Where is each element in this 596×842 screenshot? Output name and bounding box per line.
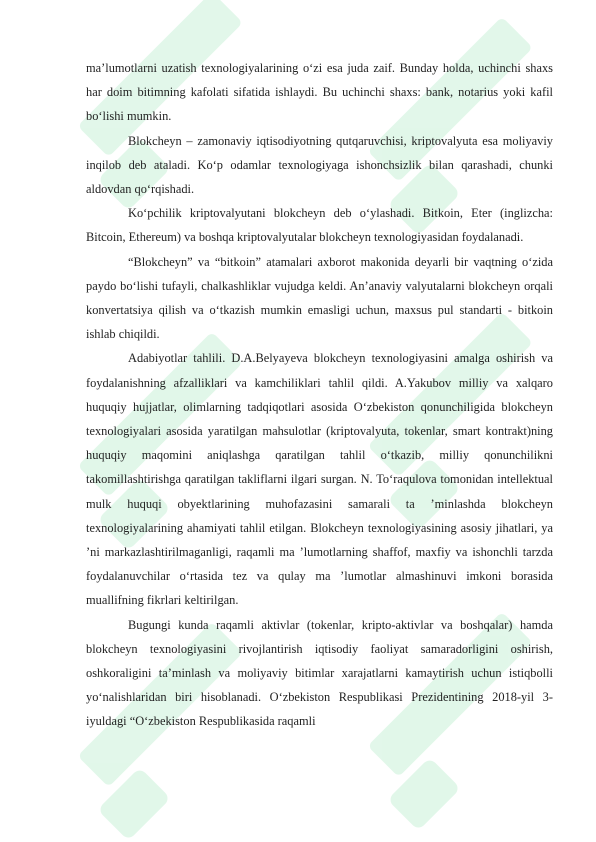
paragraph-4: “Blokcheyn” va “bitkoin” atamalari axborot makonida deyarli bir vaqtning o‘zida paydo bo‘lishi tufayli, chalkashliklar vujudga keldi. An’anaviy valyutalarni blokcheyn orqali konvertatsiya qilish va o‘tkazish mumkin emasligi uchun, maxsus pul standarti - bitkoin ishlab chiqildi. <box>86 254 553 342</box>
paragraph-2: Blokcheyn – zamonaviy iqtisodiyotning qutqaruvchisi, kriptovalyuta esa moliyaviy inqilob deb ataladi. Ko‘p odamlar texnologiyaga ishonchsizlik bilan qarashadi, chunki aldovdan qo‘rqishadi. <box>86 133 553 197</box>
body-text <box>86 56 553 734</box>
paragraph-5: Adabiyotlar tahlili. D.A.Belyayeva blokcheyn texnologiyasini amalga oshirish va foydalanishning afzalliklari va kamchiliklari tahlil qildi. A.Yakubov milliy va xalqaro huquqiy hujjatlar, olimlarning tadqiqotlari asosida O‘zbekiston qonunchiligida blokcheyn texnologiyalari asosida yaratilgan mahsulotlar (kriptovalyuta, tokenlar, smart kontrakt)ning huquqiy maqomini aniqlashga qaratilgan tahlil o‘tkazib, milliy qonunchilikni takomillashtirishga qaratilgan takliflarni ilgari surgan. N. To‘raqulova tomonidan intellektual mulk huquqi obyektlarining muhofazasini samarali ta ’minlashda blokcheyn texnologiyalarining ahamiyati tahlil etilgan. Blokcheyn texnologiyasining asosiy jihatlari, ya ’ni markazlashtirilmaganligi, raqamli ma ’lumotlarning shaffof, maxfiy va ishonchli tarzda foydalanuvchilar o‘rtasida tez va qulay ma ’lumotlar almashinuvi imkoni borasida muallifning fikrlari keltirilgan. <box>86 351 553 608</box>
paragraph-1: ma’lumotlarni uzatish texnologiyalarining o‘zi esa juda zaif. Bunday holda, uchinchi shaxs har doim bitimning kafolati sifatida ishlaydi. Bu uchinchi shaxs: bank, notarius yoki kafil bo‘lishi mumkin. <box>86 61 553 124</box>
paragraph-6: Bugungi kunda raqamli aktivlar (tokenlar, kripto-aktivlar va boshqalar) hamda blokcheyn texnologiyasini rivojlantirish iqtisodiy faoliyat samaradorligini oshirish, oshkoraligini ta’minlash va moliyaviy bitimlar xarajatlarni kamaytirish uchun istiqbolli yo‘nalishlaridan biri hisoblanadi. O‘zbekiston Respublikasi Prezidentining 2018-yil 3-iyuldagi “O‘zbekiston Respublikasida raqamli <box>86 617 553 729</box>
watermark-shape <box>387 757 461 831</box>
watermark-shape <box>97 767 171 841</box>
paragraph-3: Ko‘pchilik kriptovalyutani blokcheyn deb o‘ylashadi. Bitkoin, Eter (inglizcha: Bitcoin, Ethereum) va boshqa kriptovalyutalar blokcheyn texnologiyasidan foydalanadi. <box>86 206 553 245</box>
